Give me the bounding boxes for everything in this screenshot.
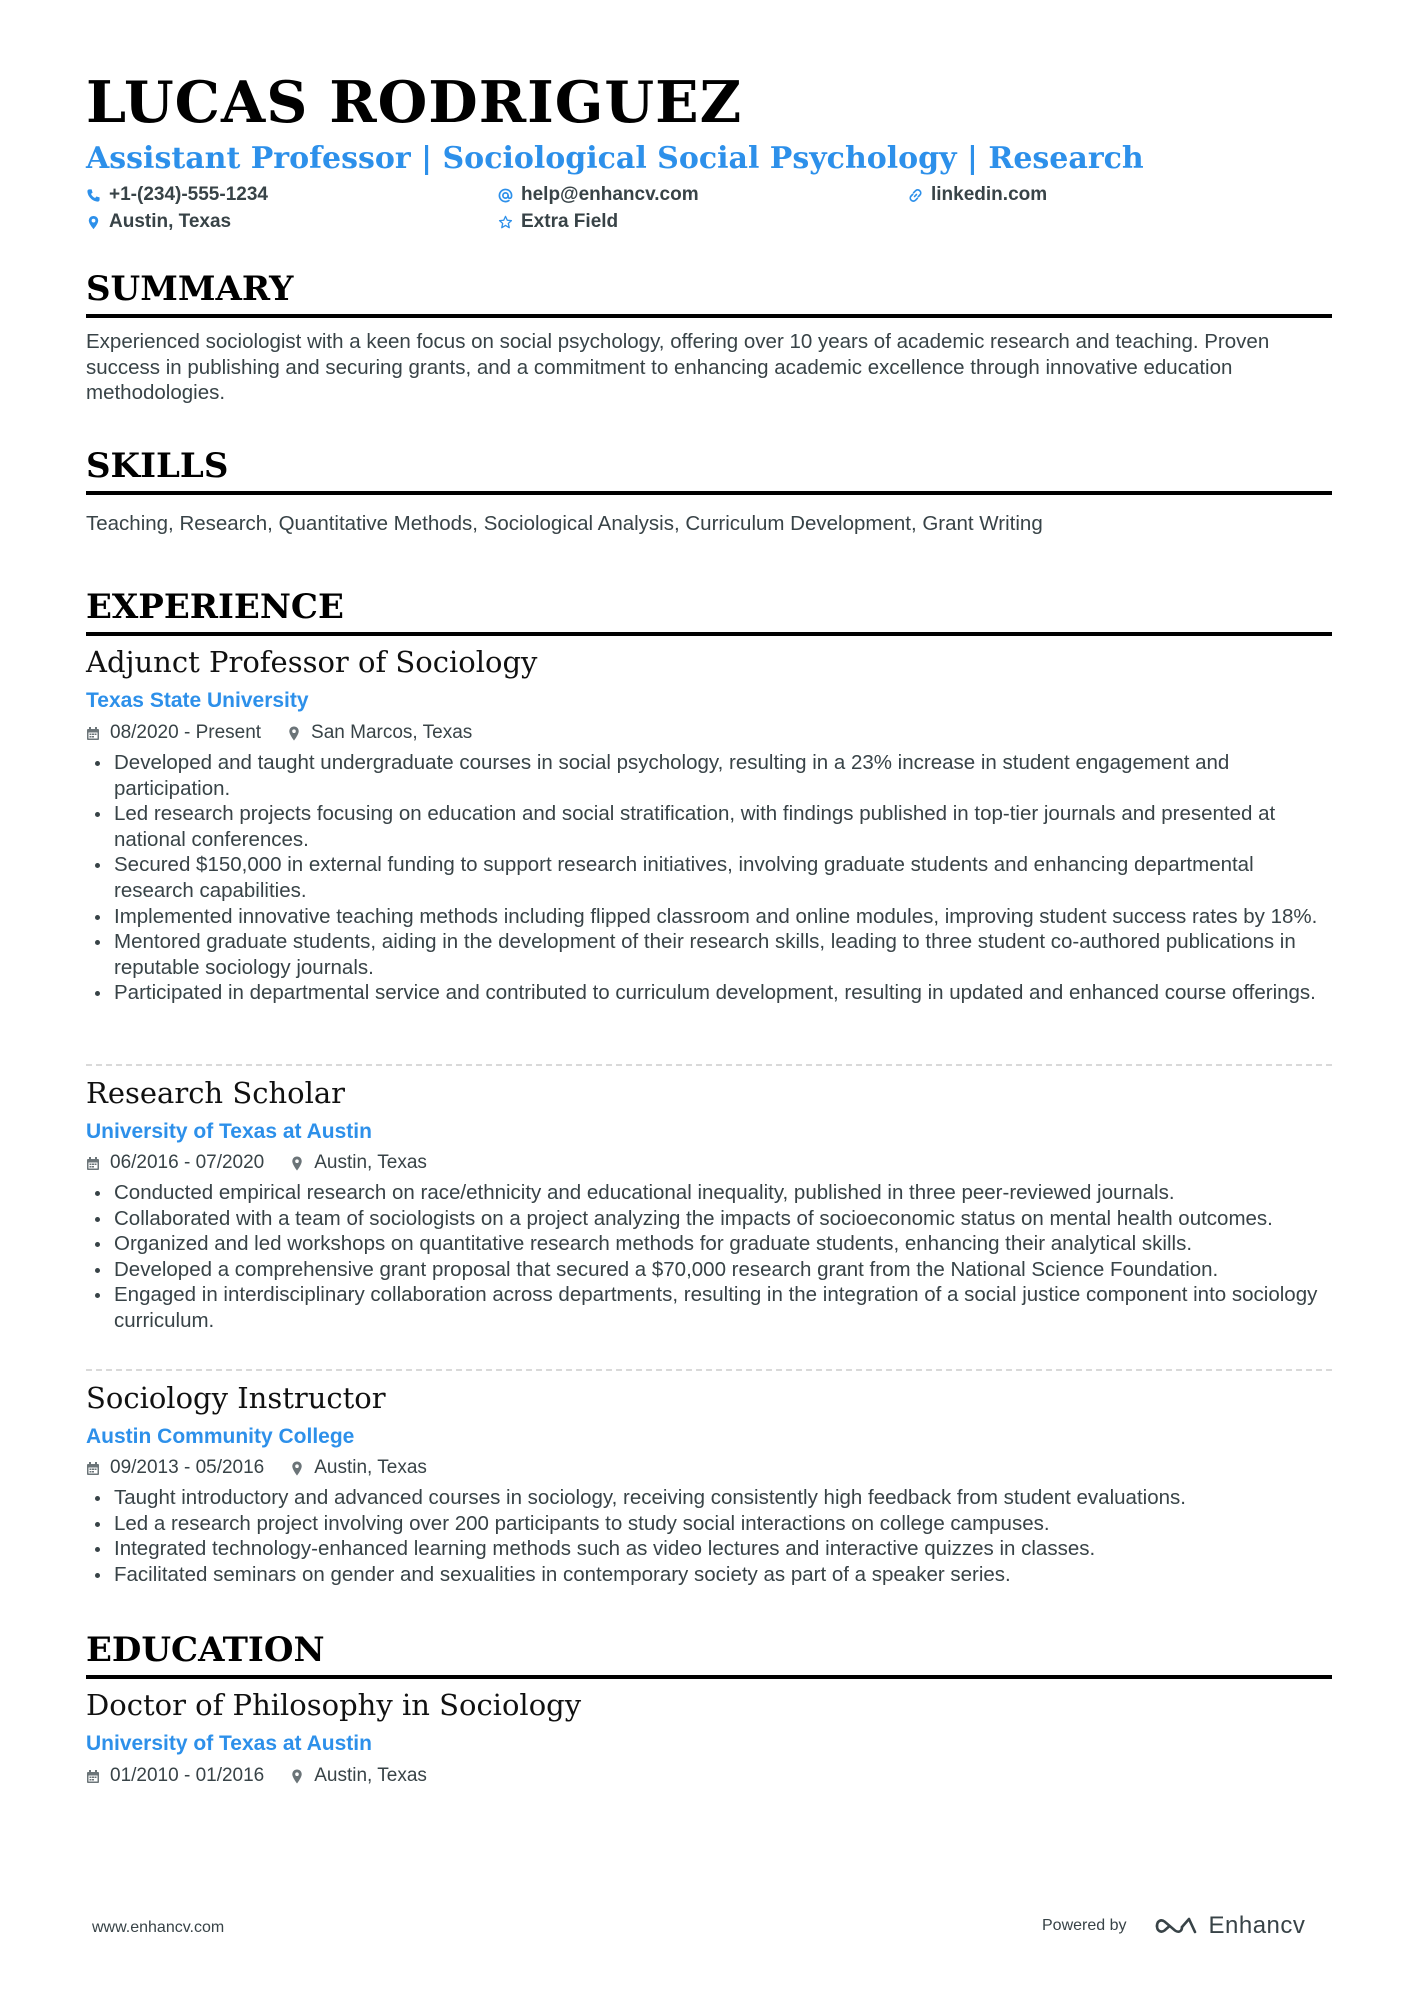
job-dates: 09/2013 - 05/2016	[110, 1457, 265, 1478]
contact-phone[interactable]	[86, 184, 268, 206]
job-location: Austin, Texas	[314, 1457, 427, 1478]
job-meta	[86, 722, 472, 744]
footer-website-link[interactable]: www.enhancv.com	[92, 1919, 225, 1936]
footer-branding[interactable]	[1042, 1912, 1305, 1940]
education-location: Austin, Texas	[314, 1765, 427, 1786]
skills-text: Teaching, Research, Quantitative Methods, Sociological Analysis, Curriculum Development, Grant Writing	[86, 512, 1043, 535]
job-meta	[86, 1457, 427, 1479]
list-item: Mentored graduate students, aiding in the development of their research skills, leading to three student co-authored publications in reputable sociology journals.	[86, 929, 1332, 980]
list-item: Conducted empirical research on race/ethnicity and educational inequality, published in three peer-reviewed journals.	[86, 1180, 1332, 1206]
job-title: Adjunct Professor of Sociology	[86, 645, 538, 679]
job-company: University of Texas at Austin	[86, 1120, 372, 1143]
list-item: Implemented innovative teaching methods including flipped classroom and online modules, improving student success rates by 18%.	[86, 904, 1332, 930]
at-icon	[498, 188, 513, 203]
list-item: Led a research project involving over 200 participants to study social interactions on college campuses.	[86, 1511, 1332, 1537]
list-item: Taught introductory and advanced courses in sociology, receiving consistently high feedback from student evaluations.	[86, 1485, 1332, 1511]
powered-by-label: Powered by	[1042, 1917, 1127, 1934]
list-item: Engaged in interdisciplinary collaboration across departments, resulting in the integration of a social justice component into sociology curriculum.	[86, 1282, 1332, 1333]
summary-text: Experienced sociologist with a keen focus on social psychology, offering over 10 years of academic research and teaching. Proven success in publishing and securing grants, and a commitment to enhancing academic excellence through innovative education methodologies.	[86, 330, 1270, 404]
list-item: Secured $150,000 in external funding to support research initiatives, involving graduate students and enhancing departmental research capabilities.	[86, 852, 1332, 903]
location-pin-icon	[290, 1769, 304, 1784]
brand-name: Enhancv	[1208, 1912, 1306, 1939]
skills-heading: SKILLS	[86, 449, 1332, 495]
contact-linkedin[interactable]	[908, 184, 1047, 206]
calendar-icon	[86, 726, 100, 741]
candidate-name: LUCAS RODRIGUEZ	[86, 69, 743, 136]
link-icon	[908, 188, 923, 203]
location-pin-icon	[290, 1156, 304, 1171]
phone-icon	[86, 188, 101, 203]
location-pin-icon	[287, 726, 301, 741]
enhancv-logo-icon	[1153, 1915, 1199, 1937]
contact-info	[86, 184, 1332, 244]
education-school: University of Texas at Austin	[86, 1732, 372, 1755]
phone-text: +1-(234)-555-1234	[109, 184, 268, 205]
divider	[86, 1064, 1332, 1066]
calendar-icon	[86, 1769, 100, 1784]
contact-email[interactable]	[498, 184, 699, 206]
job-bullets	[86, 1180, 1332, 1334]
job-bullets	[86, 1485, 1332, 1587]
job-location: San Marcos, Texas	[311, 722, 473, 743]
location-pin-icon	[290, 1461, 304, 1476]
star-icon	[498, 215, 513, 230]
job-location: Austin, Texas	[314, 1152, 427, 1173]
list-item: Collaborated with a team of sociologists on a project analyzing the impacts of socioeconomic status on mental health outcomes.	[86, 1206, 1332, 1232]
experience-heading: EXPERIENCE	[86, 590, 1332, 636]
job-meta	[86, 1152, 427, 1174]
list-item: Facilitated seminars on gender and sexualities in contemporary society as part of a speaker series.	[86, 1562, 1332, 1588]
degree-title: Doctor of Philosophy in Sociology	[86, 1688, 582, 1722]
location-pin-icon	[86, 215, 101, 230]
linkedin-text: linkedin.com	[931, 184, 1048, 205]
job-title: Sociology Instructor	[86, 1381, 386, 1415]
list-item: Developed and taught undergraduate courses in social psychology, resulting in a 23% increase in student engagement and participation.	[86, 750, 1332, 801]
job-bullets	[86, 750, 1332, 1006]
calendar-icon	[86, 1461, 100, 1476]
email-text: help@enhancv.com	[521, 184, 699, 205]
list-item: Developed a comprehensive grant proposal that secured a $70,000 research grant from the National Science Foundation.	[86, 1257, 1332, 1283]
education-dates: 01/2010 - 01/2016	[110, 1765, 265, 1786]
list-item: Organized and led workshops on quantitative research methods for graduate students, enhancing their analytical skills.	[86, 1231, 1332, 1257]
education-heading: EDUCATION	[86, 1633, 1332, 1679]
list-item: Participated in departmental service and contributed to curriculum development, resulting in updated and enhanced course offerings.	[86, 980, 1332, 1006]
summary-heading: SUMMARY	[86, 272, 1332, 318]
job-company: Austin Community College	[86, 1425, 355, 1448]
list-item: Integrated technology-enhanced learning methods such as video lectures and interactive quizzes in classes.	[86, 1536, 1332, 1562]
contact-extra	[498, 211, 618, 233]
education-meta	[86, 1765, 427, 1787]
job-dates: 06/2016 - 07/2020	[110, 1152, 265, 1173]
extra-field-text: Extra Field	[521, 211, 619, 232]
job-dates: 08/2020 - Present	[110, 722, 262, 743]
divider	[86, 1369, 1332, 1371]
list-item: Led research projects focusing on education and social stratification, with findings published in top-tier journals and presented at national conferences.	[86, 801, 1332, 852]
calendar-icon	[86, 1156, 100, 1171]
contact-location	[86, 211, 231, 233]
headline: Assistant Professor | Sociological Social Psychology | Research	[86, 141, 1144, 176]
job-title: Research Scholar	[86, 1076, 346, 1110]
job-company: Texas State University	[86, 689, 309, 712]
location-text: Austin, Texas	[109, 211, 232, 232]
